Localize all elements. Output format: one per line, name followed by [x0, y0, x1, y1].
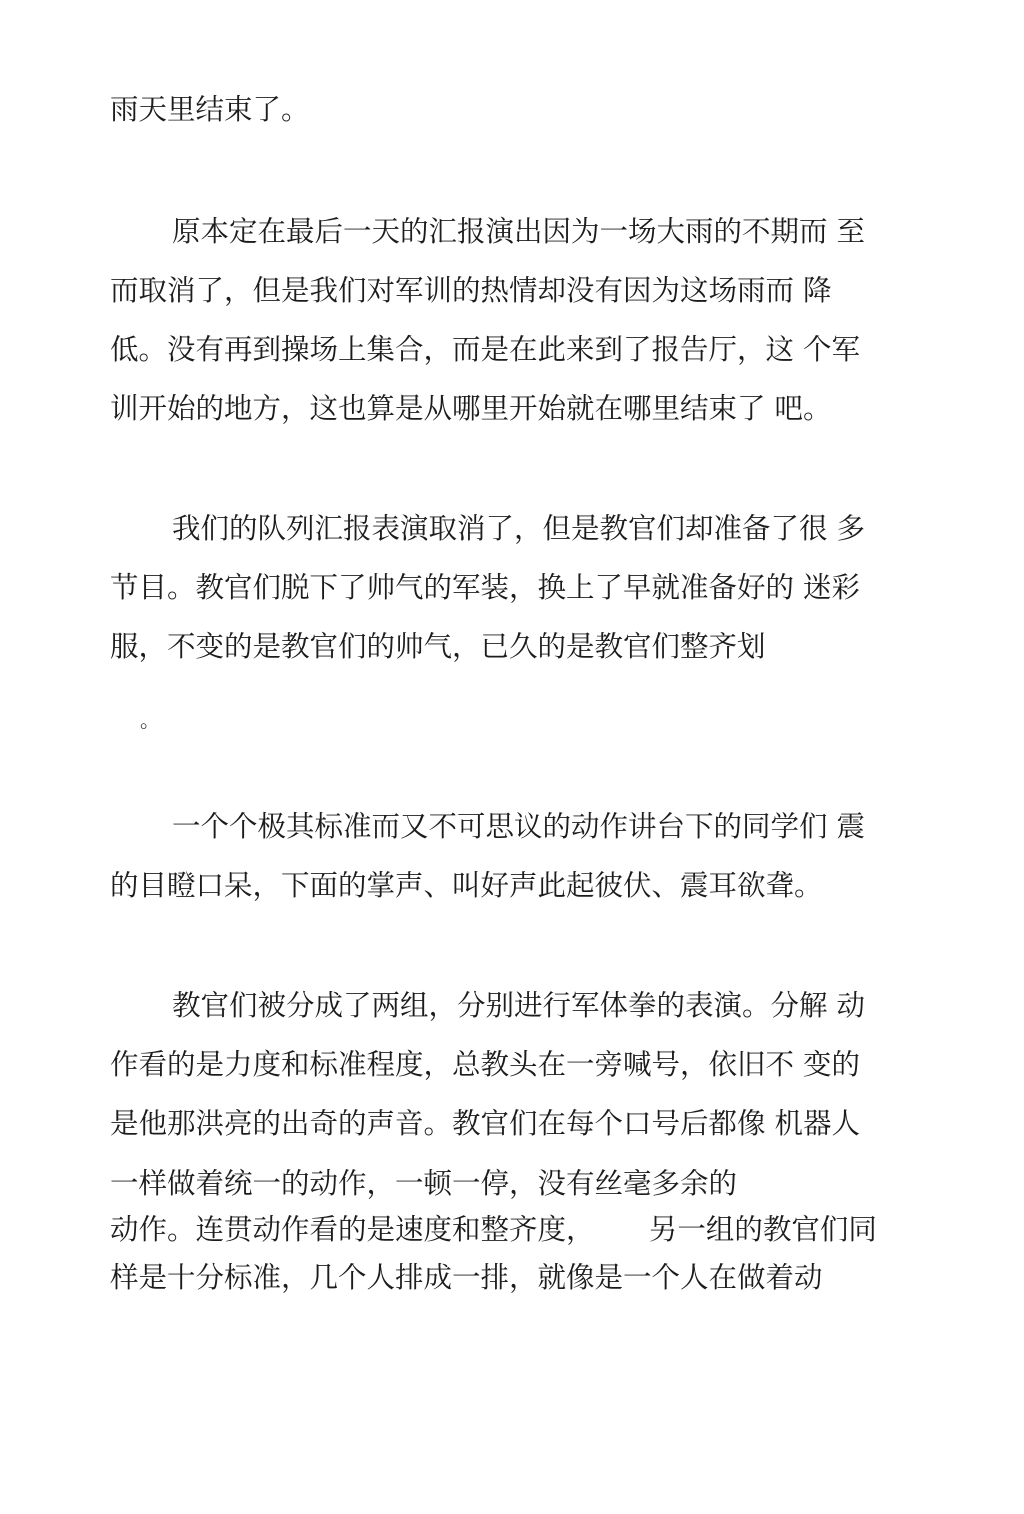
text-line: 节目。教官们脱下了帅气的军装，换上了早就准备好的 迷彩 [110, 571, 861, 604]
text-line: 动作。连贯动作看的是速度和整齐度， 另一组的教官们同 [110, 1213, 877, 1246]
paragraph-first-line: 一个个极其标准而又不可思议的动作讲台下的同学们 震 [172, 810, 866, 843]
text-line: 雨天里结束了。 [110, 93, 310, 126]
paragraph-first-line: 我们的队列汇报表演取消了，但是教官们却准备了很 多 [172, 512, 866, 545]
text-line: 作看的是力度和标准程度，总教头在一旁喊号，依旧不 变的 [110, 1048, 861, 1081]
text-line: 而取消了，但是我们对军训的热情却没有因为这场雨而 降 [110, 274, 832, 307]
text-line: 样是十分标准，几个人排成一排，就像是一个人在做着动 [110, 1261, 823, 1294]
text-line: 。 [140, 708, 160, 732]
text-line: 一样做着统一的动作，一顿一停，没有丝毫多余的 [110, 1167, 738, 1200]
text-line: 的目瞪口呆，下面的掌声、叫好声此起彼伏、震耳欲聋。 [110, 869, 823, 902]
text-line: 训开始的地方，这也算是从哪里开始就在哪里结束了 吧。 [110, 392, 832, 425]
text-line: 低。没有再到操场上集合，而是在此来到了报告厅，这 个军 [110, 333, 861, 366]
text-line: 服，不变的是教官们的帅气，已久的是教官们整齐划 [110, 630, 766, 663]
paragraph-first-line: 教官们被分成了两组，分别进行军体拳的表演。分解 动 [172, 989, 866, 1022]
text-line: 是他那洪亮的出奇的声音。教官们在每个口号后都像 机器人 [110, 1107, 861, 1140]
paragraph-first-line: 原本定在最后一天的汇报演出因为一场大雨的不期而 至 [172, 215, 866, 248]
